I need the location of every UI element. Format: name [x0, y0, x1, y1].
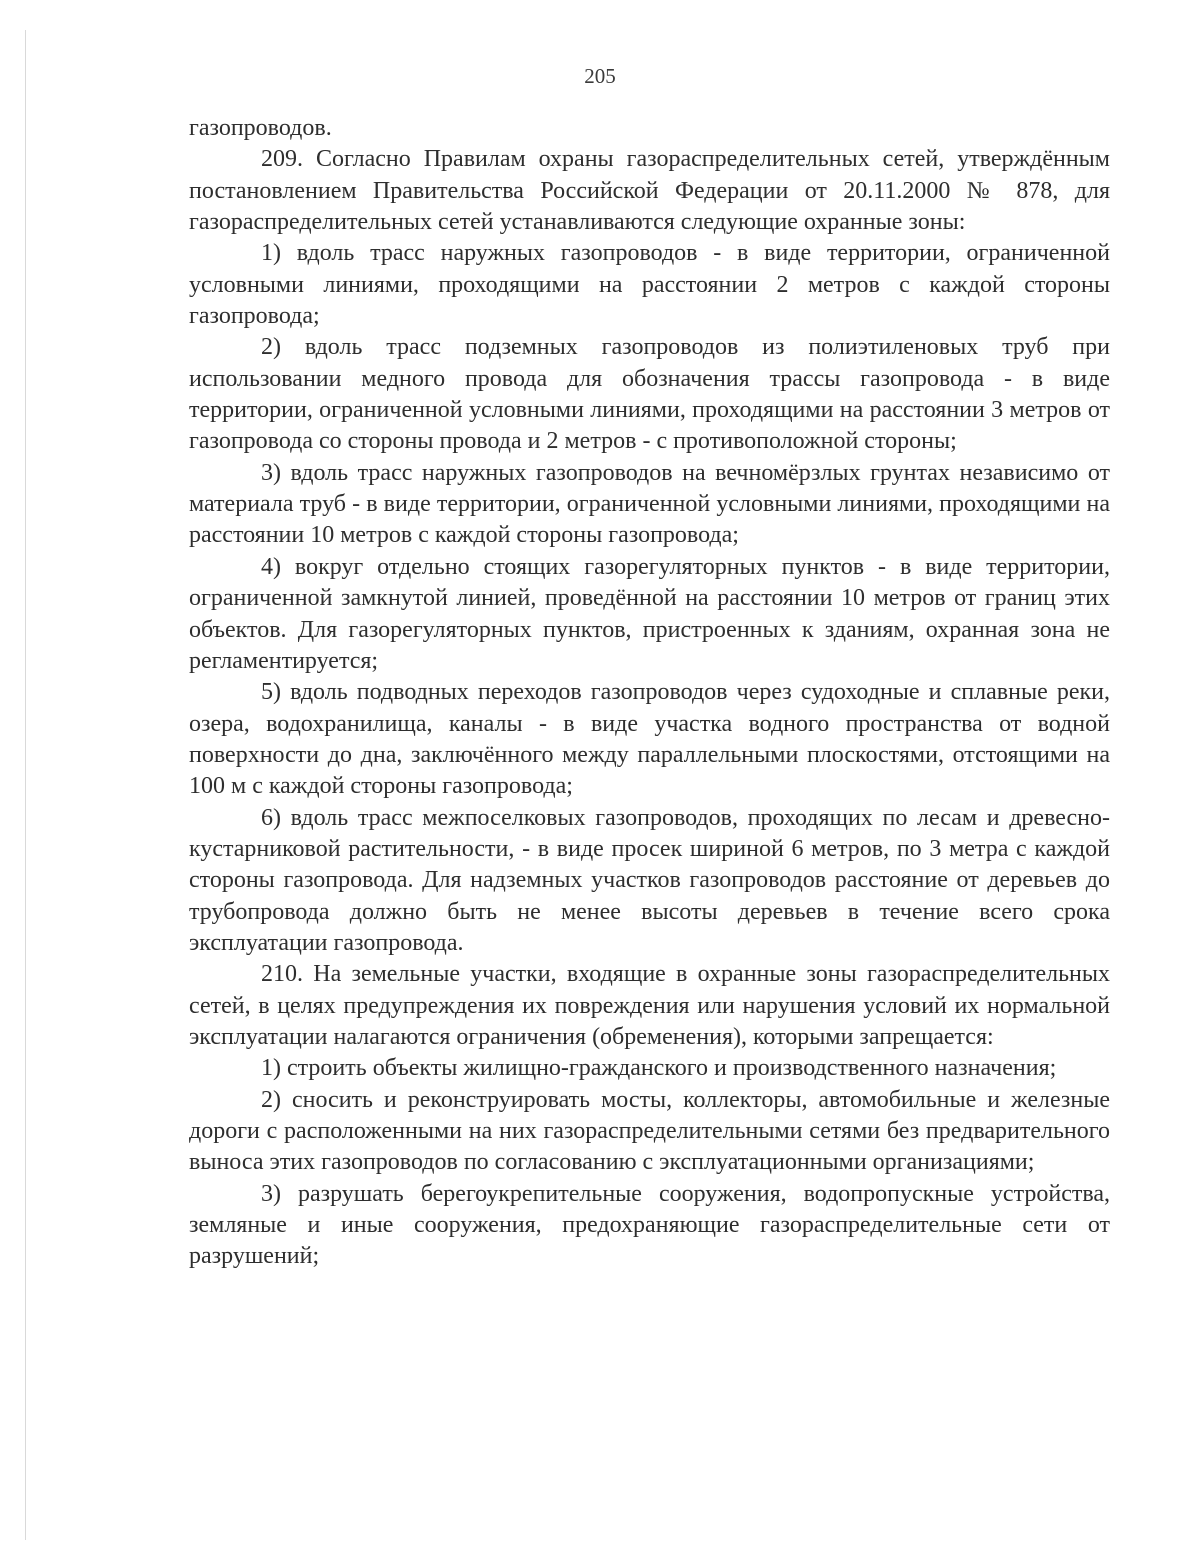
list-item-210-1: 1) строить объекты жилищно-гражданского и производственного назначения;: [261, 1055, 1057, 1082]
list-item-209-2: 2) вдоль трасс подземных газопроводов из полиэтиленовых труб при использовании медного провода для обозначения трассы газопровода - в виде территории, ограниченной условными линиями, проходящими на расстоянии 3 метров от газопровода со стороны провода и 2 метров - с противоположной стороны;: [189, 334, 1110, 455]
list-item-209-5: 5) вдоль подводных переходов газопроводов через судоходные и сплавные реки, озера, водохранилища, каналы - в виде участка водного пространства от водной поверхности до дна, заключённого между параллельными плоскостями, отстоящими на 100 м с каждой стороны газопровода;: [189, 679, 1110, 800]
scan-edge-line: [25, 30, 26, 1540]
list-item-209-1: 1) вдоль трасс наружных газопроводов - в виде территории, ограниченной условными линиями, проходящими на расстоянии 2 метров с каждой стороны газопровода;: [189, 240, 1110, 330]
paragraph-210: 210. На земельные участки, входящие в охранные зоны газораспределительных сетей, в целях предупреждения их повреждения или нарушения условий их нормальной эксплуатации налагаются ограничения (обременения), которыми запрещается:: [189, 961, 1110, 1050]
list-item-209-6: 6) вдоль трасс межпоселковых газопроводов, проходящих по лесам и древесно-кустарниковой растительности, - в виде просек шириной 6 метров, по 3 метра с каждой стороны газопровода. Для надземных участков газопроводов расстояние от деревьев до трубопровода должно быть не менее высоты деревьев в течение всего срока эксплуатации газопровода.: [189, 804, 1110, 956]
paragraph-continuation: газопроводов.: [189, 115, 332, 141]
list-item-209-4: 4) вокруг отдельно стоящих газорегуляторных пунктов - в виде территории, ограниченной замкнутой линией, проведённой на расстоянии 10 метров от границ этих объектов. Для газорегуляторных пунктов, пристроенных к зданиям, охранная зона не регламентируется;: [189, 553, 1110, 674]
document-body: [189, 113, 1110, 1273]
list-item-210-3: 3) разрушать берегоукрепительные сооружения, водопропускные устройства, земляные и иные сооружения, предохраняющие газораспределительные сети от разрушений;: [189, 1180, 1110, 1270]
list-item-209-3: 3) вдоль трасс наружных газопроводов на вечномёрзлых грунтах независимо от материала труб - в виде территории, ограниченной условными линиями, проходящими на расстоянии 10 метров с каждой стороны газопровода;: [189, 459, 1110, 549]
list-item-210-2: 2) сносить и реконструировать мосты, коллекторы, автомобильные и железные дороги с расположенными на них газораспределительными сетями без предварительного выноса этих газопроводов по согласованию с эксплуатационными организациями;: [189, 1086, 1110, 1176]
paragraph-209: 209. Согласно Правилам охраны газораспределительных сетей, утверждённым постановлением Правительства Российской Федерации от 20.11.2000 № 878, для газораспределительных сетей устанавливаются следующие охранные зоны:: [189, 146, 1110, 236]
page-number: 205: [584, 64, 616, 88]
